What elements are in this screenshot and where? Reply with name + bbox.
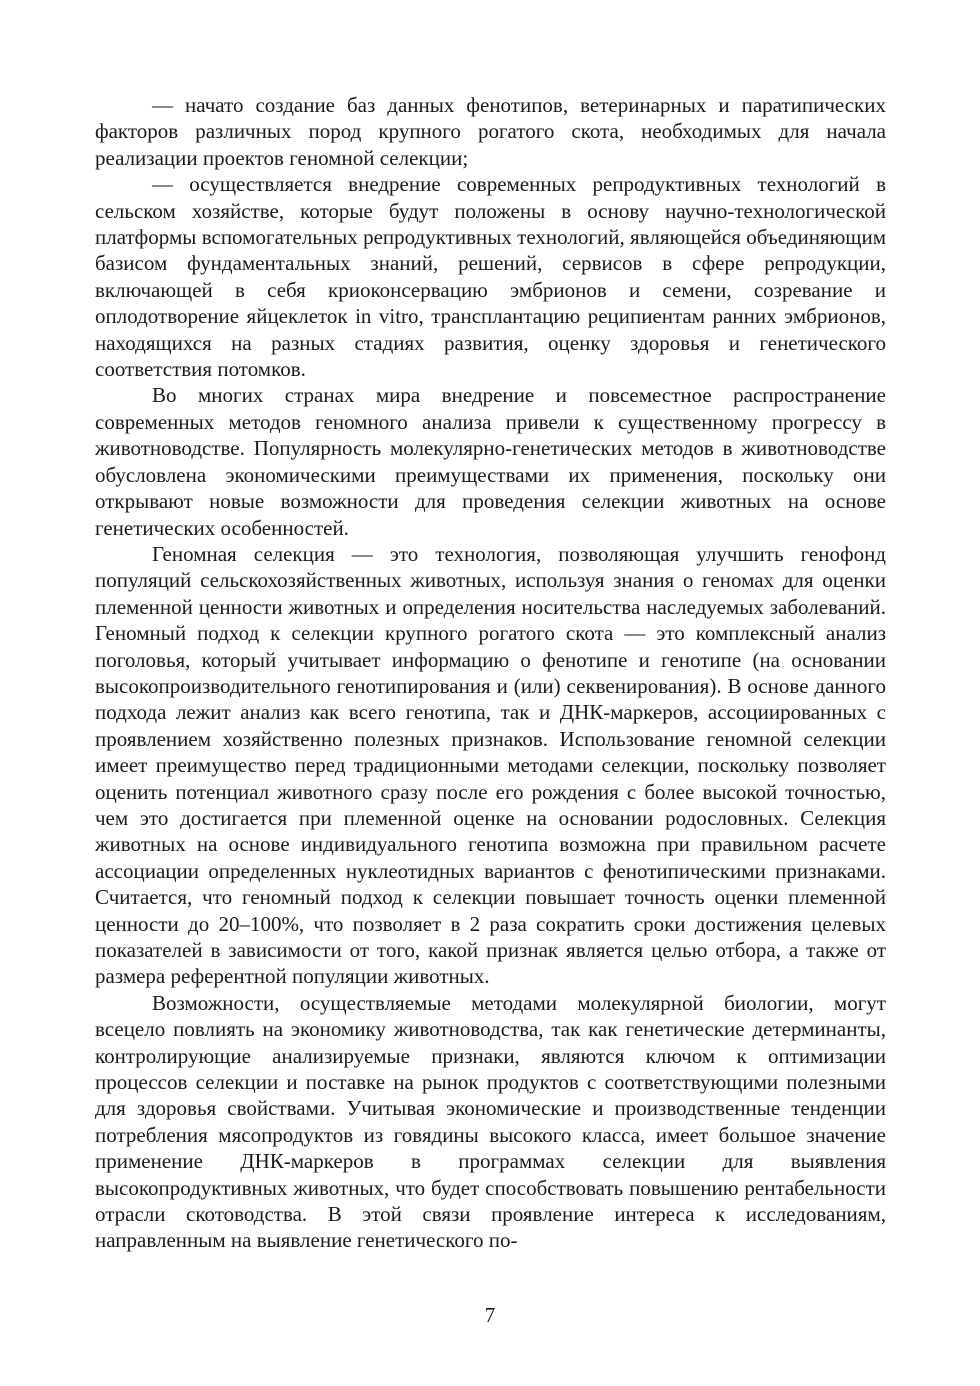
body-text (95, 92, 886, 1254)
paragraph-reproductive-technologies: — осуществляется внедрение современных репродуктивных технологий в сельском хозяйстве, которые будут положены в основу научно-технологической платформы вспомогательных репродуктивных технологий, являющейся объединяющим базисом фундаментальных знаний, решений, сервисов в сфере репродукции, включающей в себя криоконсервацию эмбрионов и семени, созревание и оплодотворение яйцеклеток in vitro, трансплантацию реципиентам ранних эмбрионов, находящихся на разных стадиях развития, оценку здоровья и генетического соответствия потомков. (95, 172, 886, 382)
page-number: 7 (484, 1303, 496, 1327)
paragraph-genomic-analysis-methods: Во многих странах мира внедрение и повсеместное распространение современных методов геномного анализа привели к существенному прогрессу в животноводстве. Популярность молекулярно-генетических методов в животноводстве обусловлена экономическими преимуществами их применения, поскольку они открывают новые возможности для проведения селекции животных на основе генетических особенностей. (95, 383, 886, 540)
paragraph-database-creation: — начато создание баз данных фенотипов, ветеринарных и паратипических факторов различных пород крупного рогатого скота, необходимых для начала реализации проектов геномной селекции; (95, 93, 886, 170)
paragraph-molecular-biology: Возможности, осуществляемые методами молекулярной биологии, могут всецело повлиять на экономику животноводства, так как генетические детерминанты, контролирующие анализируемые признаки, являются ключом к оптимизации процессов селекции и поставке на рынок продуктов с соответствующими полезными для здоровья свойствами. Учитывая экономические и производственные тенденции потребления мясопродуктов из говядины высокого класса, имеет большое значение применение ДНК-маркеров в программах селекции для выявления высокопродуктивных животных, что будет способствовать повышению рентабельности отрасли скотоводства. В этой связи проявление интереса к исследованиям, направленным на выявление генетического по- (95, 990, 886, 1253)
paragraph-genomic-selection: Геномная селекция — это технология, позволяющая улучшить генофонд популяций сельскохозяйственных животных, используя знания о геномах для оценки племенной ценности животных и определения носительства наследуемых заболеваний. Геномный подход к селекции крупного рогатого скота — это комплексный анализ поголовья, который учитывает информацию о фенотипе и генотипе (на основании высокопроизводительного генотипирования и (или) секвенирования). В основе данного подхода лежит анализ как всего генотипа, так и ДНК-маркеров, ассоциированных с проявлением хозяйственно полезных признаков. Использование геномной селекции имеет преимущество перед традиционными методами селекции, поскольку позволяет оценить потенциал животного сразу после его рождения с более высокой точностью, чем это достигается при племенной оценке на основании родословных. Селекция животных на основе индивидуального генотипа возможна при правильном расчете ассоциации определенных нуклеотидных вариантов с фенотипическими признаками. Считается, что геномный подход к селекции повышает точность оценки племенной ценности до 20–100%, что позволяет в 2 раза сократить сроки достижения целевых показателей в зависимости от того, какой признак является целью отбора, а также от размера референтной популяции животных. (95, 541, 886, 989)
